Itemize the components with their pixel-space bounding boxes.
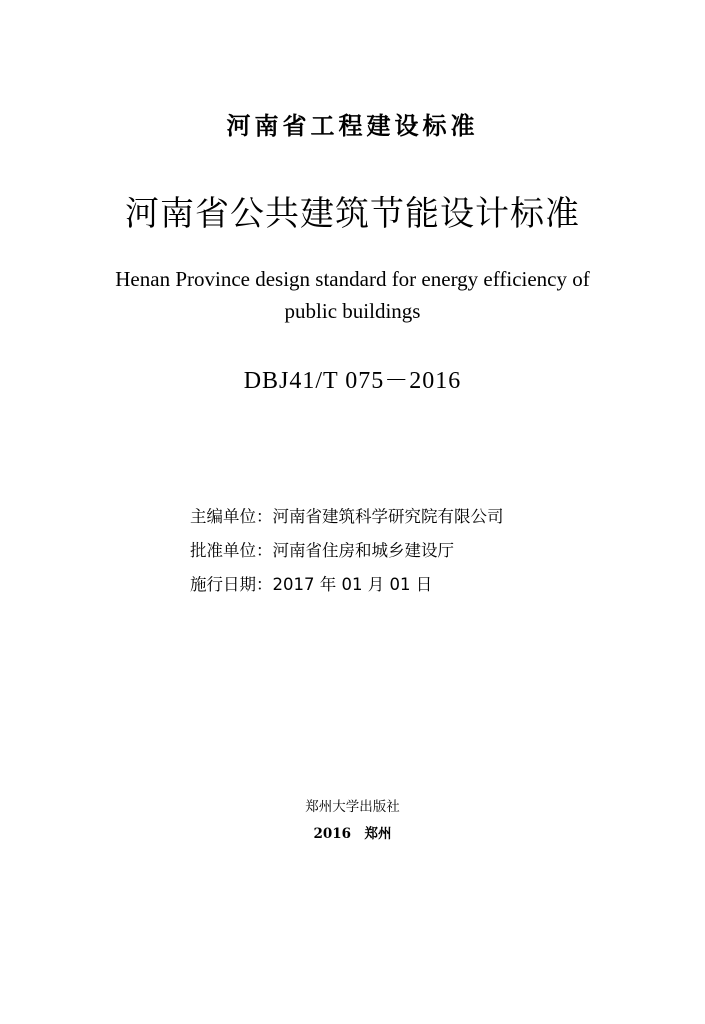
series-title: 河南省工程建设标准	[226, 112, 479, 140]
info-block	[190, 505, 504, 607]
editor-unit-label: 主编单位：	[190, 507, 273, 526]
english-title	[0, 263, 705, 327]
approval-unit-label: 批准单位：	[190, 541, 273, 560]
approval-unit-row	[190, 539, 504, 573]
main-title: 河南省公共建筑节能设计标准	[125, 194, 580, 234]
english-title-line-2: public buildings	[284, 299, 421, 323]
editor-unit-value: 河南省建筑科学研究院有限公司	[272, 507, 504, 526]
effective-date-label: 施行日期：	[190, 575, 273, 594]
effective-date-value: 2017 年 01 月 01 日	[272, 575, 433, 594]
imprint: 2016 郑州	[313, 826, 392, 842]
english-title-line-1: Henan Province design standard for energy efficiency of	[115, 267, 590, 291]
approval-unit-value: 河南省住房和城乡建设厅	[272, 541, 454, 560]
editor-unit-row	[190, 505, 504, 539]
publisher: 郑州大学出版社	[305, 799, 400, 815]
standard-number: DBJ41/T 075－2016	[243, 368, 462, 394]
effective-date-row	[190, 573, 504, 607]
